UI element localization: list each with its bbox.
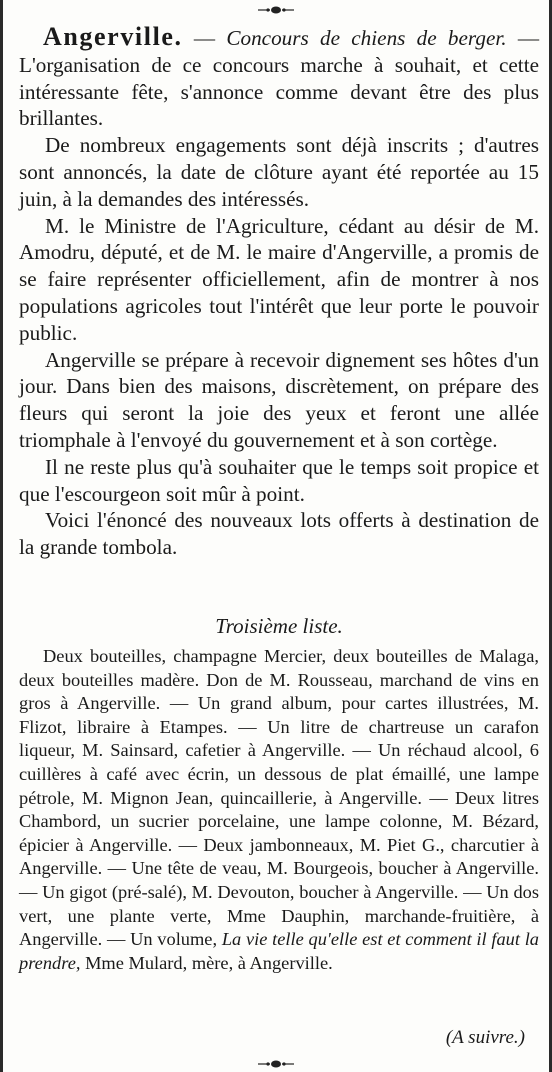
list-title: Troisième liste.	[215, 614, 343, 638]
article-subject: Concours de chiens de berger.	[226, 26, 507, 50]
paragraph-temps: Il ne reste plus qu'à souhaiter que le temps soit propice et que l'escourgeon soit mûr à point.	[19, 454, 539, 506]
fleuron-ornament-icon	[256, 4, 296, 16]
paragraph-ministre: M. le Ministre de l'Agriculture, cédant au désir de M. Amodru, député, et de M. le maire d'Angerville, a promis de se faire représenter officiellement, afin de montrer à nos populations agricoles tout l'intérêt que leur porte le pouvoir public.	[19, 213, 539, 345]
paragraph-engagements: De nombreux engagements sont déjà inscrits ; d'autres sont annoncés, la date de clôture ayant été reportée au 15 juin, à la demandes des intéressés.	[19, 133, 539, 211]
article-body	[19, 24, 539, 561]
prize-list-ending: Mme Mulard, mère, à Angerville.	[80, 952, 333, 973]
lead-text: — L'organisation de ce concours marche à souhait, et cette intéressante fête, s'annonce comme devant être des plus brillantes.	[19, 26, 540, 131]
book-title: La vie telle qu'elle est et comment il faut la prendre,	[19, 929, 540, 973]
fleuron-ornament-icon	[256, 1058, 296, 1070]
paragraph-lots: Voici l'énoncé des nouveaux lots offerts à destination de la grande tombola.	[19, 508, 539, 560]
prize-list-text: Deux bouteilles, champagne Mercier, deux bouteilles de Malaga, deux bouteilles madère. Don de M. Rousseau, marchand de vins en gros à Angerville. — Un grand album, pour cartes illustrées, M. Flizot, libraire à Etampes. — Un litre de chartreuse un carafon liqueur, M. Sainsard, cafetier à Angerville. — Un réchaud alcool, 6 cuillères à café avec écrin, un dessous de plat émaillé, une lampe pétrole, M. Mignon Jean, quincaillerie, à Angerville. — Deux litres Chambord, un sucrier porcelaine, une lampe colonne, M. Bézard, épicier à Angerville. — Deux jambonneaux, M. Piet G., charcutier à Angerville. — Une tête de veau, M. Bourgeois, boucher à Angerville. — Un gigot (pré-salé), M. Devouton, boucher à Angerville. — Un dos vert, une plante verte, Mme Dauphin, marchande-fruitière, à Angerville. — Un volume,	[19, 646, 539, 950]
heading-dash: —	[182, 26, 227, 50]
prize-list	[19, 645, 539, 975]
lead-paragraph	[19, 24, 539, 132]
town-heading: Angerville.	[43, 22, 183, 51]
paragraph-preparation: Angerville se prépare à recevoir dignement ses hôtes d'un jour. Dans bien des maisons, discrètement, on prépare des fleurs qui seront la joie des yeux et feront une allée triomphale à l'envoyé du gouvernement et à son cortège.	[19, 347, 539, 452]
to-be-continued: (A suivre.)	[445, 1027, 525, 1048]
